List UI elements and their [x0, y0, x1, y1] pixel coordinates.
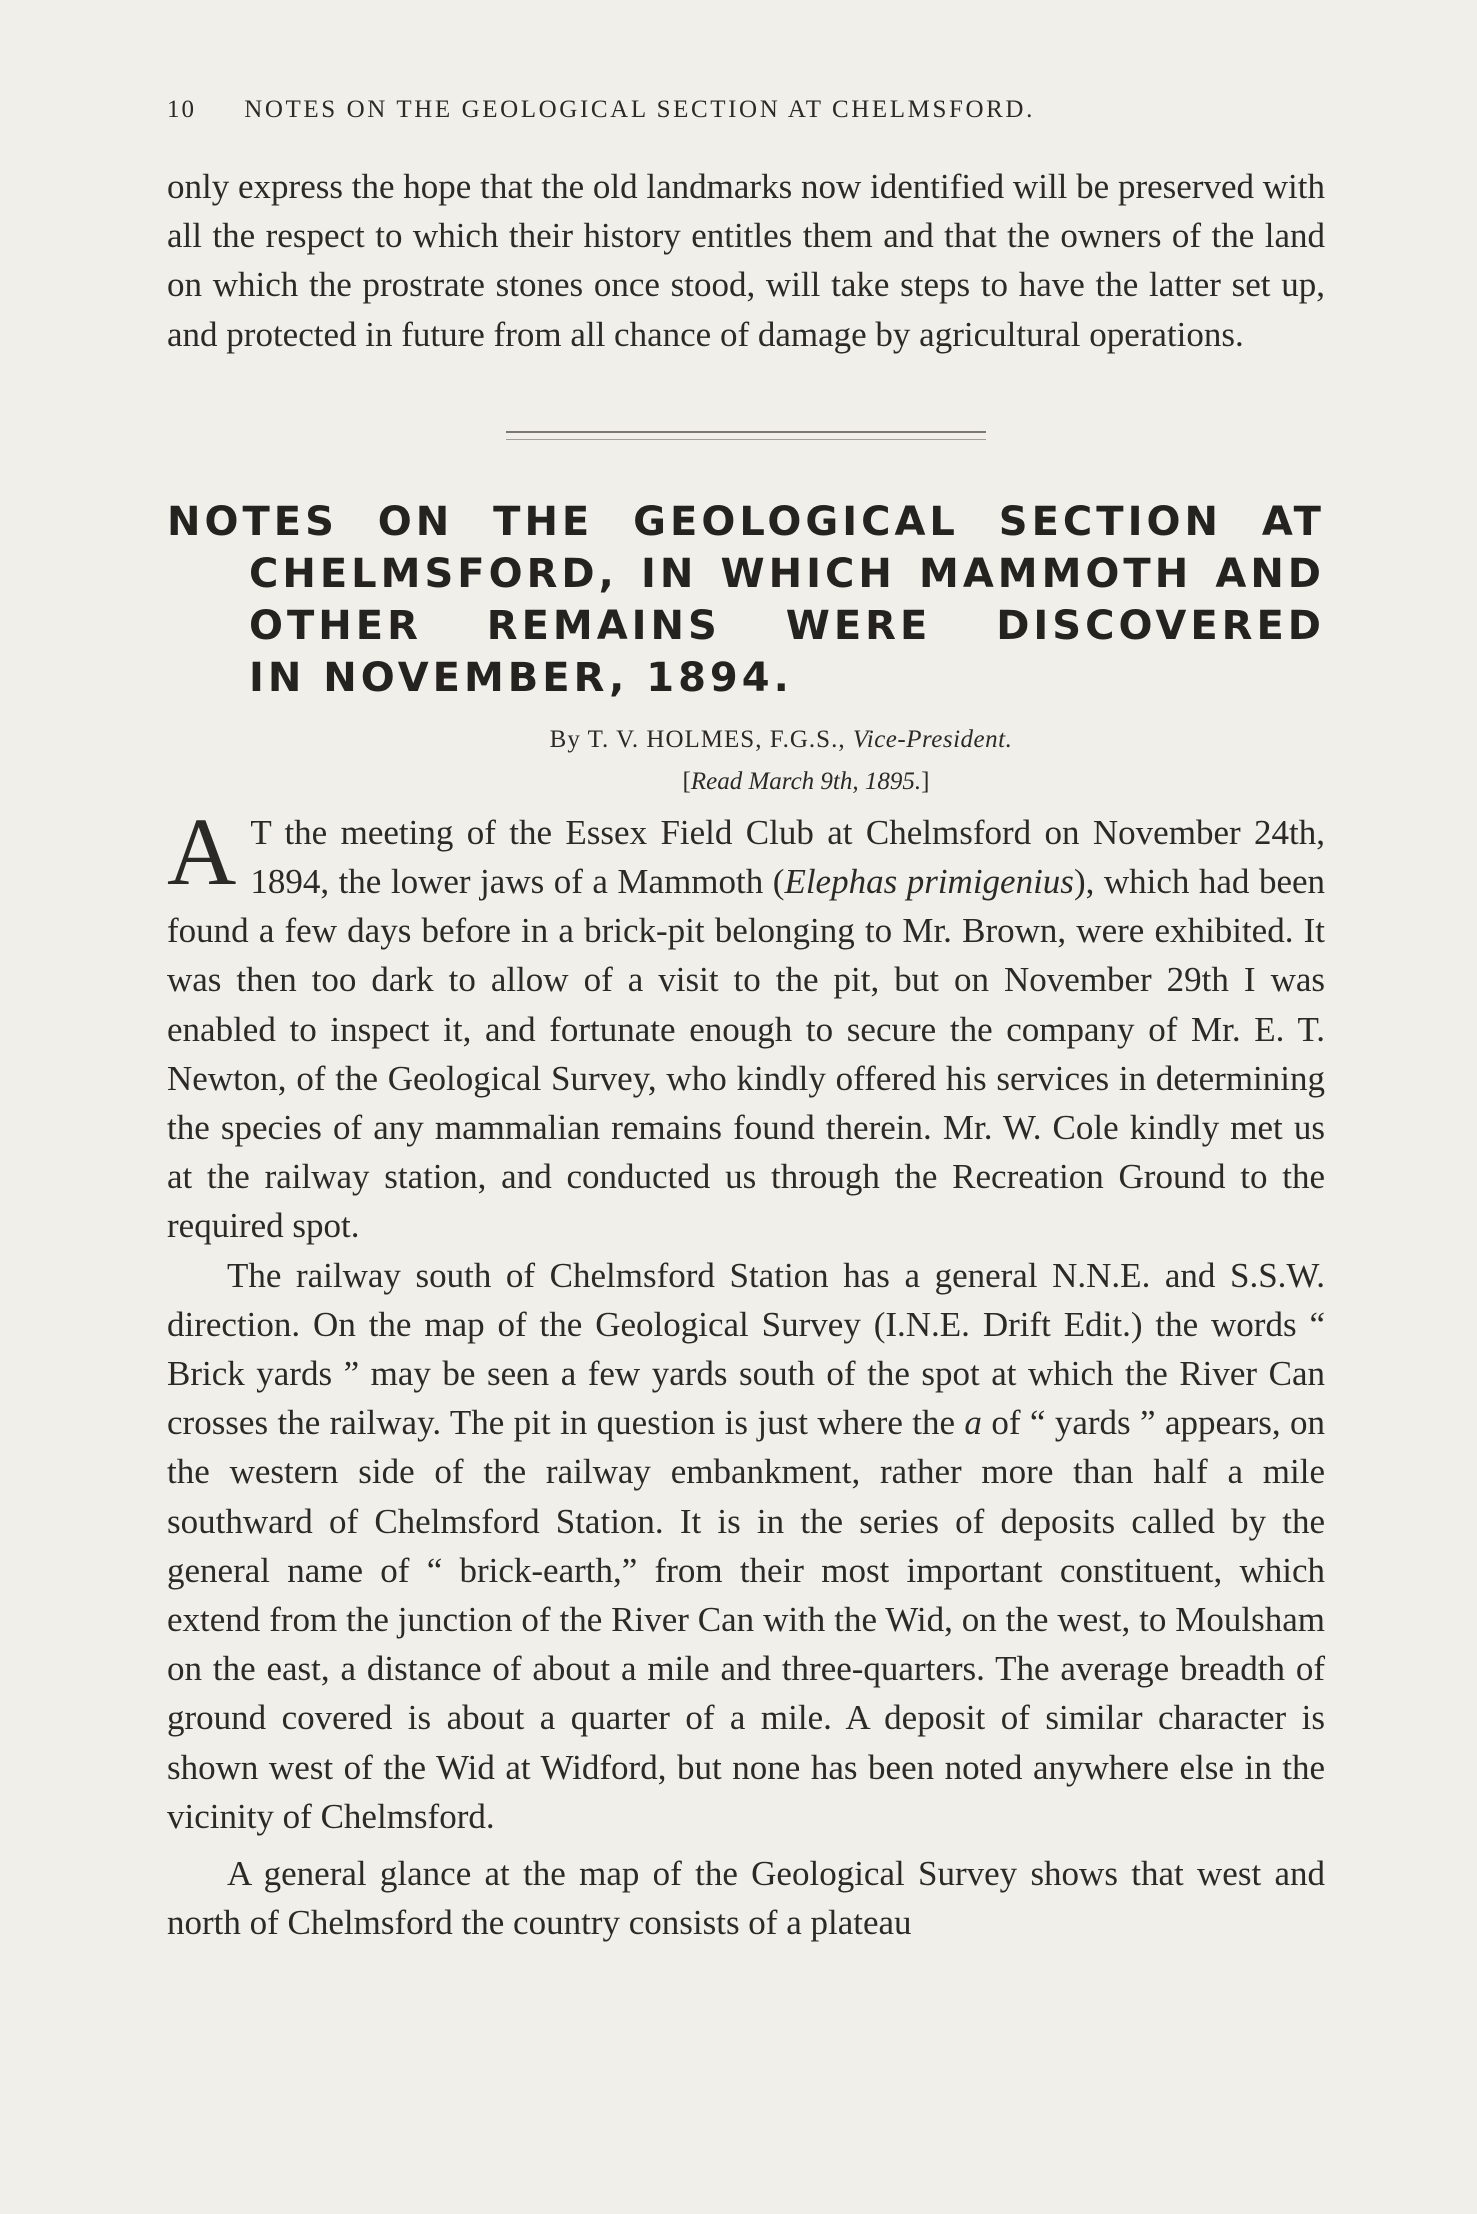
p1-text-a: T the meeting of the Essex Field Club at Chelmsford on November 24th, 1894, the lower jaws of a Mammoth ( — [250, 812, 1325, 902]
p1-species-name: Elephas primigenius — [784, 862, 1074, 902]
title-word: AND — [1215, 550, 1325, 597]
drop-cap: A — [167, 797, 237, 905]
section-divider — [506, 431, 986, 440]
paragraph-1 — [167, 797, 1326, 1251]
page-content — [167, 90, 1325, 1947]
byline-role: Vice-President. — [852, 725, 1013, 753]
title-word: WERE — [785, 602, 932, 649]
title-word: MAMMOTH — [919, 550, 1193, 597]
title-line-2 — [167, 548, 1325, 600]
title-word: ON — [377, 498, 454, 545]
read-date-note — [167, 768, 1325, 796]
p1-text-b: ), which had been found a few days before in a brick-pit belonging to Mr. Brown, were exhibited. It was then too dark to allow of a visit to the pit, but on November 29th I was enabled to inspect it, and fortunate enough to secure the company of Mr. E. T. Newton, of the Geological Survey, who kindly offered his services in determining the species of any mammalian remains found therein. Mr. W. Cole kindly met us at the railway station, and conducted us through the Recreation Ground to the required spot. — [167, 862, 1326, 1246]
divider-rule-thin — [506, 439, 986, 440]
article-title — [167, 496, 1325, 704]
title-word: OTHER — [249, 602, 422, 649]
title-word: IN — [640, 550, 698, 597]
title-word: DISCOVERED — [996, 602, 1325, 649]
title-word: WHICH — [720, 550, 896, 597]
title-line-3 — [167, 600, 1325, 652]
read-note-close: ] — [921, 767, 930, 795]
byline-author: By T. V. HOLMES, F.G.S., — [549, 725, 853, 753]
page-number: 10 — [167, 96, 196, 123]
divider-rule-thick — [506, 431, 986, 433]
paragraph-2 — [167, 1251, 1325, 1841]
title-line-4: IN NOVEMBER, 1894. — [249, 654, 793, 701]
title-word: CHELMSFORD, — [249, 550, 618, 597]
byline — [167, 726, 1325, 754]
title-word: SECTION — [998, 498, 1222, 545]
title-line-1 — [167, 496, 1325, 548]
p2-text-a: The railway south of Chelmsford Station has a general N.N.E. and S.S.W. direction. On the map of the Geological Survey (I.N.E. Drift Edit.) the words “ Brick yards ” may be seen a few yards south of the spot at which the River Can crosses the railway. The pit in question is just where the — [167, 1255, 1325, 1443]
p2-italic-letter: a — [964, 1403, 982, 1443]
read-note-open: [ — [682, 767, 691, 795]
article-body — [167, 797, 1326, 1948]
title-word: GEOLOGICAL — [633, 498, 959, 545]
read-note-text: Read March 9th, 1895. — [690, 767, 922, 795]
title-word: AT — [1261, 498, 1325, 545]
title-word: THE — [493, 498, 594, 545]
closing-paragraph: only express the hope that the old landmarks now identified will be preserved with all the respect to which their history entitles them and that the owners of the land on which the prostrate stones once stood, will take steps to have the latter set up, and protected in future from all chance of damage by agricultural operations. — [167, 167, 1325, 354]
p2-text-b: of “ yards ” appears, on the western side of the railway embankment, rather more than half a mile southward of Chelmsford Station. It is in the series of deposits called by the general name of “ brick-earth,” from their most important constituent, which extend from the junction of the River Can with the Wid, on the west, to Moulsham on the east, a distance of about a mile and three-quarters. The average breadth of ground covered is about a quarter of a mile. A deposit of similar character is shown west of the Wid at Widford, but none has been noted anywhere else in the vicinity of Chelmsford. — [167, 1403, 1325, 1836]
paragraph-3: A general glance at the map of the Geological Survey shows that west and north of Chelmsford the country consists of a plateau — [167, 1854, 1325, 1943]
title-word: NOTES — [167, 498, 338, 545]
running-head — [167, 90, 1325, 130]
title-word: REMAINS — [486, 602, 721, 649]
running-head-title: NOTES ON THE GEOLOGICAL SECTION AT CHELMSFORD. — [244, 96, 1035, 123]
